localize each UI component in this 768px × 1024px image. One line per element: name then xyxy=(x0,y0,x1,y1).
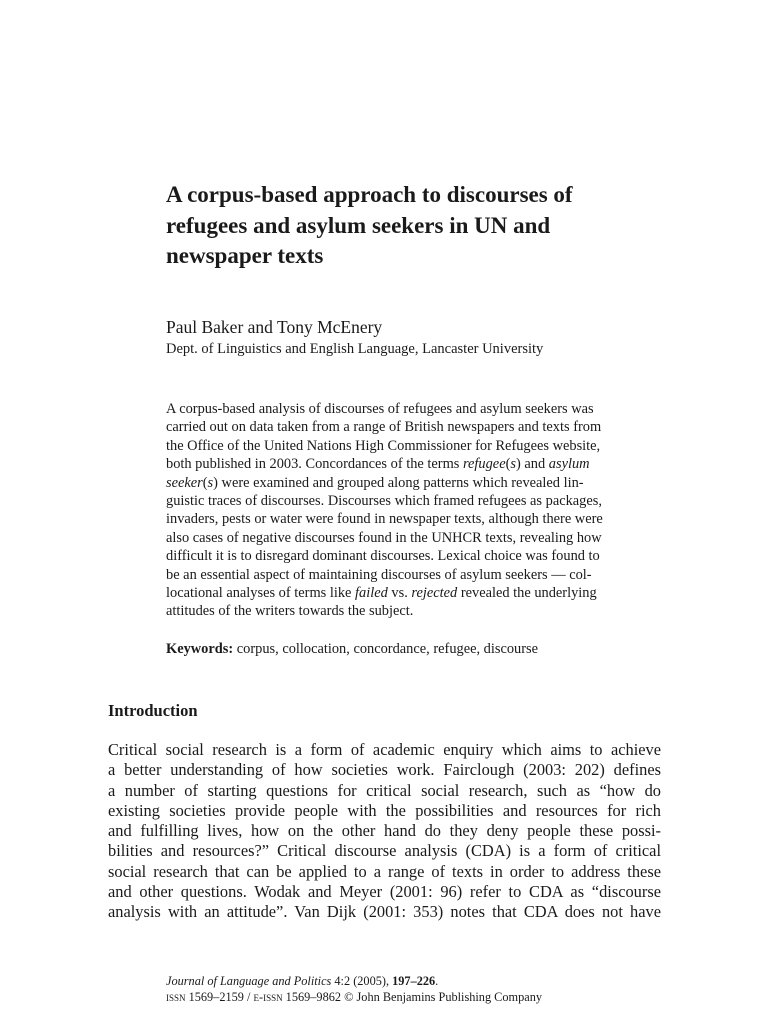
page-footer xyxy=(166,973,542,1005)
journal-name: Journal of Language and Politics xyxy=(166,974,332,988)
abstract-text: locational analyses of terms like xyxy=(166,585,356,602)
keywords-values: corpus, collocation, concordance, refugee, discourse xyxy=(233,641,539,657)
body-line: existing societies provide people with the possibilities and resources for rich xyxy=(108,800,661,820)
title-line: refugees and asylum seekers in UN and xyxy=(166,212,551,238)
abstract-line: A corpus-based analysis of discourses of refugees and asylum seekers was xyxy=(166,401,594,417)
abstract-line: carried out on data taken from a range of British newspapers and texts from xyxy=(166,419,602,436)
body-line: social research that can be applied to a range of texts in order to address these xyxy=(108,861,661,881)
body-line: and fulfilling lives, how on the other hand do they deny people these possi- xyxy=(108,821,661,841)
abstract-text: revealed the underlying xyxy=(457,585,597,602)
eissn-label: e-issn xyxy=(253,990,283,1004)
abstract xyxy=(166,400,636,621)
abstract-line: the Office of the United Nations High Commissioner for Refugees website, xyxy=(166,437,601,454)
issn-label: issn xyxy=(166,990,186,1004)
journal-citation xyxy=(166,973,542,989)
term-plural: s xyxy=(510,456,516,473)
abstract-text: both published in 2003. Concordances of the terms xyxy=(166,456,463,473)
title-line: A corpus-based approach to discourses of xyxy=(166,182,573,207)
body-line: a number of starting questions for critical social research, such as “how do xyxy=(108,780,661,800)
introduction-body xyxy=(108,740,661,923)
term-asylum: asylum xyxy=(548,456,590,473)
title-line: newspaper texts xyxy=(166,243,324,268)
article-title xyxy=(166,180,666,272)
abstract-text: vs. xyxy=(387,585,412,602)
abstract-line xyxy=(166,455,636,473)
issn-line xyxy=(166,989,542,1005)
abstract-line xyxy=(166,474,636,492)
body-line: Critical social research is a form of academic enquiry which aims to achieve xyxy=(108,740,661,759)
journal-issue: 4:2 (2005), xyxy=(331,974,393,988)
paren: ) xyxy=(516,456,521,473)
abstract-text: were examined and grouped along patterns which revealed lin- xyxy=(217,474,584,491)
term-refugee: refugee xyxy=(462,456,506,473)
paren: ) xyxy=(213,474,218,491)
body-line: analysis with an attitude”. Van Dijk (2001: 353) notes that CDA does not have xyxy=(108,902,661,922)
paren: ( xyxy=(202,474,208,491)
abstract-line xyxy=(166,584,636,602)
section-heading-introduction: Introduction xyxy=(108,701,198,720)
abstract-line: invaders, pests or water were found in newspaper texts, although there were xyxy=(166,511,603,528)
term-rejected: rejected xyxy=(411,585,458,602)
citation-period: . xyxy=(435,974,439,988)
body-line: a better understanding of how societies work. Fairclough (2003: 202) defines xyxy=(108,760,661,780)
paren: ( xyxy=(505,456,511,473)
keywords xyxy=(166,641,538,658)
journal-pages: 197–226 xyxy=(392,974,436,988)
term-seeker: seeker xyxy=(166,474,203,491)
issn-number: 1569–2159 / xyxy=(185,990,254,1004)
term-failed: failed xyxy=(355,585,388,602)
keywords-label: Keywords: xyxy=(166,641,234,657)
body-line: and other questions. Wodak and Meyer (2001: 96) refer to CDA as “discourse xyxy=(108,882,661,902)
abstract-text: and xyxy=(520,456,549,473)
article-authors: Paul Baker and Tony McEnery xyxy=(166,317,383,337)
term-plural: s xyxy=(207,474,214,491)
abstract-line: be an essential aspect of maintaining discourses of asylum seekers — col- xyxy=(166,566,592,583)
abstract-line: also cases of negative discourses found in the UNHCR texts, revealing how xyxy=(166,529,602,546)
eissn-and-publisher: 1569–9862 © John Benjamins Publishing Company xyxy=(282,990,542,1004)
body-line: bilities and resources?” Critical discourse analysis (CDA) is a form of critical xyxy=(108,841,661,861)
abstract-line: difficult it is to disregard dominant discourses. Lexical choice was found to xyxy=(166,548,600,565)
abstract-line: guistic traces of discourses. Discourses which framed refugees as packages, xyxy=(166,493,602,510)
author-affiliation: Dept. of Linguistics and English Language, Lancaster University xyxy=(166,341,544,357)
abstract-line: attitudes of the writers towards the subject. xyxy=(166,603,414,620)
